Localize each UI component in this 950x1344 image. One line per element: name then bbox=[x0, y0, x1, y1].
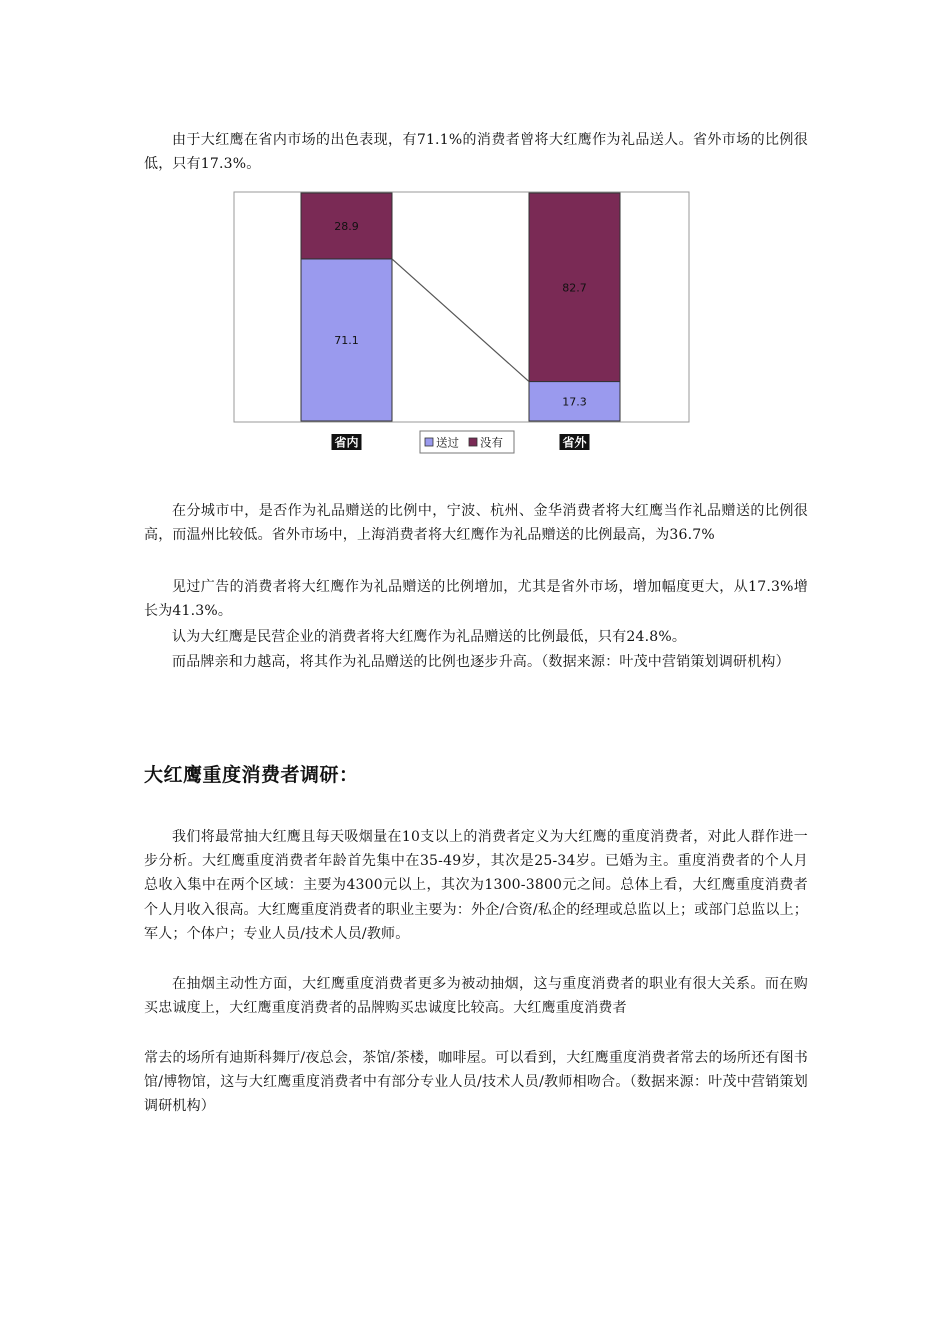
data-label: 28.9 bbox=[334, 219, 359, 233]
paragraph-brand-affinity: 而品牌亲和力越高，将其作为礼品赠送的比例也逐步升高。（数据来源：叶茂中营销策划调研机构） bbox=[172, 654, 790, 670]
data-label: 71.1 bbox=[334, 333, 359, 347]
legend-label: 没有 bbox=[480, 435, 503, 450]
category-label: 省内 bbox=[334, 435, 359, 450]
paragraph-private-enterprise: 认为大红鹰是民营企业的消费者将大红鹰作为礼品赠送的比例最低，只有24.8%。 bbox=[172, 629, 687, 645]
gift-ratio-chart bbox=[232, 190, 692, 460]
paragraph-advertising: 见过广告的消费者将大红鹰作为礼品赠送的比例增加，尤其是省外市场，增加幅度更大，从17.3%增长为41.3%。 bbox=[144, 579, 808, 620]
paragraph-city-breakdown: 在分城市中，是否作为礼品赠送的比例中，宁波、杭州、金华消费者将大红鹰当作礼品赠送的比例很高，而温州比较低。省外市场中，上海消费者将大红鹰作为礼品赠送的比例最高，为36.7% bbox=[144, 503, 808, 544]
paragraph-smoking-initiative: 在抽烟主动性方面，大红鹰重度消费者更多为被动抽烟，这与重度消费者的职业有很大关系。而在购买忠诚度上，大红鹰重度消费者的品牌购买忠诚度比较高。大红鹰重度消费者 bbox=[144, 976, 808, 1017]
paragraph-gift-ratio: 由于大红鹰在省内市场的出色表现，有71.1%的消费者曾将大红鹰作为礼品送人。省外市场的比例很低，只有17.3%。 bbox=[144, 132, 808, 173]
legend-swatch bbox=[425, 438, 433, 446]
data-label: 17.3 bbox=[562, 395, 587, 409]
category-label: 省外 bbox=[562, 435, 587, 450]
legend bbox=[420, 431, 514, 453]
legend-label: 送过 bbox=[436, 435, 459, 450]
legend-swatch bbox=[469, 438, 477, 446]
paragraph-heavy-consumers: 我们将最常抽大红鹰且每天吸烟量在10支以上的消费者定义为大红鹰的重度消费者，对此人群作进一步分析。大红鹰重度消费者年龄首先集中在35-49岁，其次是25-34岁。已婚为主。重度消费者的个人月总收入集中在两个区域：主要为4300元以上，其次为1300-3800元之间。总体上看，大红鹰重度消费者个人月收入很高。大红鹰重度消费者的职业主要为：外企/合资/私企的经理或总监以上；或部门总监以上；军人；个体户；专业人员/技术人员/教师。 bbox=[144, 829, 808, 942]
data-label: 82.7 bbox=[562, 281, 587, 295]
paragraph-venues: 常去的场所有迪斯科舞厅/夜总会，茶馆/茶楼，咖啡屋。可以看到，大红鹰重度消费者常去的场所还有图书馆/博物馆，这与大红鹰重度消费者中有部分专业人员/技术人员/教师相吻合。（数据来源：叶茂中营销策划调研机构） bbox=[144, 1050, 808, 1115]
section-heading: 大红鹰重度消费者调研： bbox=[144, 764, 359, 786]
